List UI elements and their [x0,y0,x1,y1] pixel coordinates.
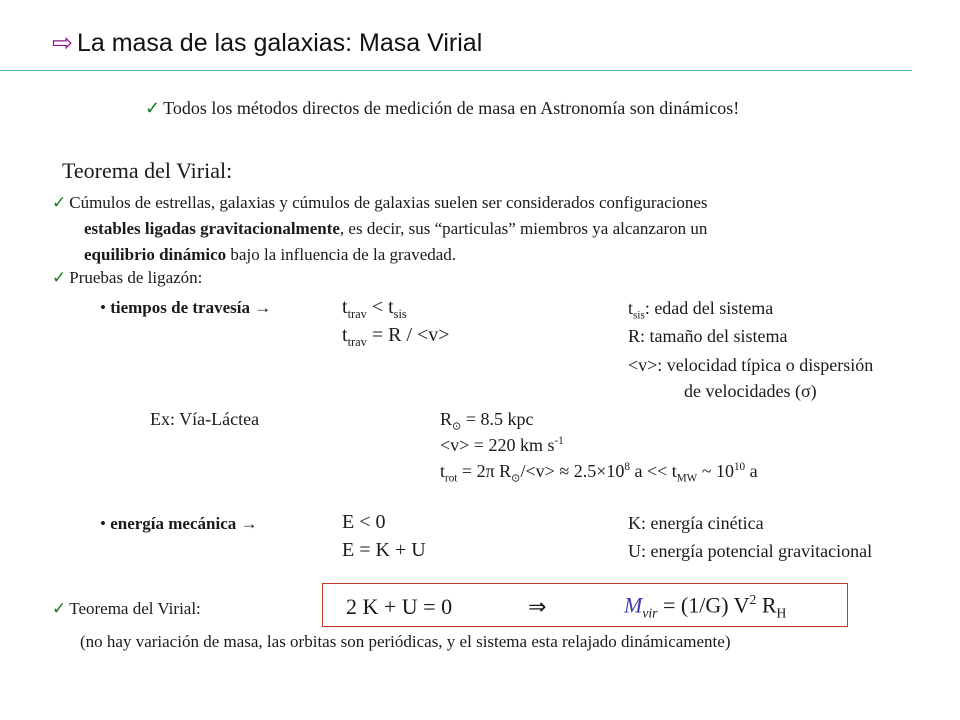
def-u: U: energía potencial gravitacional [628,541,873,561]
mass-symbol: M [624,592,643,618]
virial-note: (no hay variación de masa, las orbitas son periódicas, y el sistema esta relajado dinámicamente) [80,632,731,651]
r-rest: = 8.5 kpc [461,409,534,429]
section-heading: Teorema del Virial: [62,158,233,183]
energy-equation-1: E < 0 [342,511,386,533]
trot-sup2: 10 [733,461,746,473]
page-title [52,28,482,58]
pruebas-line [52,268,202,288]
trot-t: t [440,461,446,481]
bullet-travesia-label [100,298,271,318]
check-icon: ✓ [52,193,67,212]
def-k: K: energía cinética [628,513,764,533]
paragraph-line-1: Cúmulos de estrellas, galaxias y cúmulos de galaxias suelen ser considerados configuraciones [69,193,708,212]
paragraph-line-2-rest: , es decir, sus “particulas” miembros ya alcanzaron un [339,219,708,238]
virial-mass-equation [624,592,786,622]
check-icon: ✓ [145,98,161,118]
v-main: <v> = 220 km s [440,435,555,455]
trot-mid2: /<v> ≈ 2.5×10 [520,461,625,481]
trav-equation-1 [342,296,407,322]
mass-rest: = (1/G) V [657,592,750,618]
check-icon: ✓ [52,599,67,618]
eq-sub: trav [347,307,367,321]
trot-mid3: a << t [629,461,677,481]
example-radius [440,409,534,433]
trot-mid4: ~ 10 [697,461,734,481]
check-icon: ✓ [52,268,67,287]
eq-mid: < t [366,296,394,318]
trot-mid: = 2π R [457,461,512,481]
page-title-text: La masa de las galaxias: Masa Virial [76,29,483,57]
paragraph-line-3-rest: bajo la influencia de la gravedad. [226,245,457,264]
def-rest: : edad del sistema [644,298,774,318]
virial-label-line [52,599,201,619]
v-sup: -1 [554,435,564,447]
title-divider [0,70,912,71]
paragraph-line-2 [52,216,872,242]
example-trot [440,461,758,485]
trot-sup: 8 [624,461,630,473]
virial-equation: 2 K + U = 0 [346,594,453,619]
sun-symbol: ⊙ [452,420,462,433]
example-velocity [440,435,564,456]
def-tsis [628,298,773,322]
intro-text: Todos los métodos directos de medición de masa en Astronomía son dinámicos! [163,98,740,118]
energia-label-text: energía mecánica → [110,514,258,533]
intro-line [145,98,739,119]
paragraph-line-3-bold: equilibrio dinámico [84,245,227,264]
pruebas-text: Pruebas de ligazón: [69,268,203,287]
def-v: <v>: velocidad típica o dispersión [628,355,874,375]
eq-sub2: sis [393,307,407,321]
mass-sub: vir [642,605,658,621]
sun-symbol: ⊙ [511,472,521,485]
bullet-energia-label [100,514,258,534]
example-label: Ex: Vía-Láctea [150,409,260,429]
trot-end: a [745,461,758,481]
r-main: R [440,409,453,429]
arrow-right-icon: ⇨ [52,29,73,57]
implies-icon: ⇒ [528,594,547,619]
energy-equation-2: E = K + U [342,539,426,561]
def-r: R: tamaño del sistema [628,326,788,346]
mass-r: R [756,592,777,618]
def-sub: sis [633,309,645,322]
eq-rest: = R / <v> [366,324,450,346]
mass-sup: 2 [749,592,757,607]
mass-r-sub: H [776,605,787,621]
eq-t: t [342,324,348,346]
trav-equation-2 [342,324,450,350]
def-v-cont: de velocidades (σ) [684,381,817,401]
trot-sub2: MW [676,472,698,485]
bullet-dot: • [100,298,106,317]
travesia-label-text: tiempos de travesía → [110,298,272,317]
eq-t: t [342,296,348,318]
eq-sub: trav [347,335,367,349]
virial-label: Teorema del Virial: [69,599,201,618]
trot-sub: rot [445,472,458,485]
bullet-dot: • [100,514,106,533]
definition-paragraph [52,190,872,268]
def-t: t [628,298,634,318]
paragraph-line-3 [52,242,872,268]
paragraph-line-2-bold: estables ligadas gravitacionalmente [84,219,340,238]
